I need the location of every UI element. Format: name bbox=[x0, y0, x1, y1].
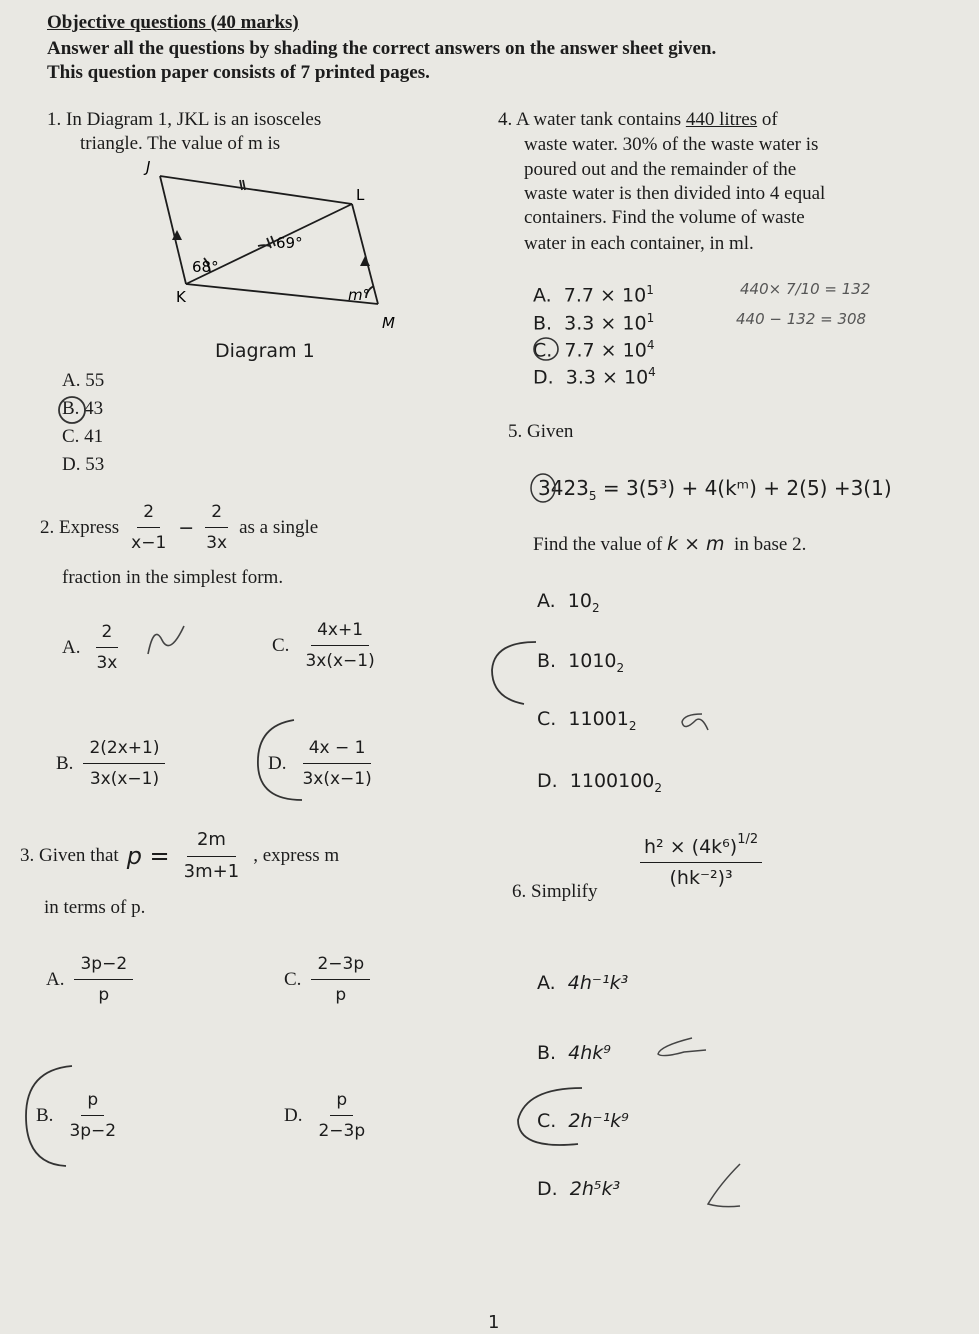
q3-option-a-label: A. bbox=[46, 968, 65, 990]
q3-option-d-num: p bbox=[330, 1088, 353, 1116]
q4-line1c: of bbox=[757, 109, 778, 130]
q3-option-c[interactable] bbox=[284, 952, 370, 1007]
q2-option-d-den: 3x(x−1) bbox=[302, 769, 372, 789]
q2-option-c-den: 3x(x−1) bbox=[305, 651, 375, 671]
segment-jl bbox=[160, 176, 352, 204]
section-title: Objective questions (40 marks) bbox=[47, 12, 299, 33]
q2-f2-den: 3x bbox=[206, 533, 228, 553]
q4-option-b[interactable]: B. $3.3 \times 10^1$ bbox=[533, 311, 655, 335]
q3-num: 2m bbox=[187, 828, 236, 857]
q4-line5: containers. Find the volume of waste bbox=[524, 207, 805, 228]
q1-line2: triangle. The value of m is bbox=[80, 133, 281, 154]
q1-option-c[interactable]: C. 41 bbox=[62, 426, 104, 447]
q5-option-d[interactable]: D. $1100100_2$ bbox=[537, 770, 663, 795]
q3-line2: in terms of p. bbox=[44, 897, 146, 918]
q3-option-d[interactable] bbox=[284, 1088, 371, 1143]
q5-option-c[interactable]: C. $11001_2$ bbox=[537, 708, 637, 733]
q3-option-a-den: p bbox=[98, 985, 110, 1005]
q3-circle-mark bbox=[12, 1060, 92, 1172]
q4-line4: waste water is then divided into 4 equal bbox=[524, 183, 826, 204]
q3-option-b-den: 3p−2 bbox=[69, 1121, 117, 1141]
q2-fraction-2 bbox=[200, 500, 233, 555]
q3-tail: , express m bbox=[253, 845, 340, 866]
q4-line1a: 4. A water tank contains bbox=[498, 109, 686, 130]
label-l: L bbox=[356, 186, 365, 204]
q4-line6: water in each container, in ml. bbox=[524, 233, 754, 254]
q2-option-d-label: D. bbox=[268, 752, 287, 774]
q5-circle-mark bbox=[526, 470, 560, 506]
q2-option-d-num: 4x − 1 bbox=[303, 736, 372, 764]
q5-circle-mark-b bbox=[484, 632, 544, 712]
q4-pencil-working-2: 440 − 132 = 308 bbox=[736, 310, 867, 328]
q5-find-expr: k × m bbox=[667, 533, 725, 555]
q4-line1 bbox=[498, 108, 778, 132]
q1-option-d[interactable]: D. 53 bbox=[62, 454, 105, 475]
q3-option-c-den: p bbox=[335, 985, 347, 1005]
diagram-1 bbox=[140, 158, 400, 368]
q5-equation bbox=[538, 476, 892, 503]
q2-option-c[interactable] bbox=[272, 618, 381, 673]
q4-pencil-working-1: 440× 7/10 = 132 bbox=[740, 280, 871, 298]
q3-lead: 3. Given that bbox=[20, 845, 119, 866]
q2-f1-den: x−1 bbox=[131, 533, 167, 553]
q5-eq-sub: 5 bbox=[588, 489, 597, 503]
q5-cross-mark-c bbox=[676, 706, 712, 736]
q3-option-c-num: 2−3p bbox=[311, 952, 370, 980]
page-number: 1 bbox=[488, 1312, 500, 1333]
q4-option-c[interactable]: C. $7.7 \times 10^4$ bbox=[533, 338, 655, 362]
q2-option-c-label: C. bbox=[272, 634, 290, 656]
q2-tail: as a single bbox=[239, 516, 319, 538]
q2-option-a[interactable] bbox=[62, 620, 123, 675]
q6-cross-mark-d bbox=[700, 1160, 750, 1216]
q5-eq-right: = 3(5³) + 4(kᵐ) + 2(5) +3(1) bbox=[602, 476, 892, 500]
q5-option-b[interactable]: B. $1010_2$ bbox=[537, 650, 625, 675]
q6-den: (hk⁻²)³ bbox=[669, 867, 733, 889]
q6-option-b[interactable]: B. 4hk⁹ bbox=[537, 1042, 611, 1064]
q6-cross-mark-b bbox=[650, 1032, 710, 1062]
q3-p-eq: p = bbox=[126, 842, 170, 870]
q6-option-c[interactable]: C. 2h⁻¹k⁹ bbox=[537, 1110, 629, 1132]
q5-find bbox=[533, 532, 806, 557]
q6-lead: 6. Simplify bbox=[512, 881, 598, 902]
q2-option-c-num: 4x+1 bbox=[311, 618, 369, 646]
q2-option-a-den: 3x bbox=[96, 653, 118, 673]
diagram-caption: Diagram 1 bbox=[215, 340, 315, 362]
label-69: 69° bbox=[276, 234, 303, 252]
q3-option-c-label: C. bbox=[284, 968, 302, 990]
q2-fraction-1 bbox=[125, 500, 172, 555]
q2-lead: 2. Express bbox=[40, 516, 120, 538]
q1-circle-mark bbox=[54, 393, 94, 429]
parallel-arrow-lm bbox=[360, 256, 370, 266]
q1-option-b[interactable]: B. 43 bbox=[62, 398, 104, 419]
q5-option-a[interactable]: A. $10_2$ bbox=[537, 590, 600, 615]
q2-option-b-label: B. bbox=[56, 752, 74, 774]
q1-option-a[interactable]: A. 55 bbox=[62, 370, 105, 391]
q3-option-b-label: B. bbox=[36, 1104, 54, 1126]
label-m-angle: m° bbox=[348, 286, 371, 304]
q4-line3: poured out and the remainder of the bbox=[524, 159, 797, 180]
segment-jk bbox=[160, 176, 186, 284]
q2-option-b[interactable] bbox=[56, 736, 165, 791]
q2-minus: − bbox=[178, 516, 195, 539]
label-j: J bbox=[146, 158, 151, 176]
arc-69 bbox=[258, 245, 270, 246]
pages-note: This question paper consists of 7 printed pages. bbox=[47, 62, 430, 83]
q2-f2-num: 2 bbox=[205, 500, 228, 528]
q2-option-b-num: 2(2x+1) bbox=[83, 736, 165, 764]
q6-num: h² × (4k⁶) bbox=[644, 836, 738, 858]
q3-option-d-den: 2−3p bbox=[318, 1121, 366, 1141]
q2-line2: fraction in the simplest form. bbox=[62, 567, 284, 588]
q6-expression bbox=[640, 832, 762, 889]
q6-circle-mark bbox=[508, 1080, 598, 1160]
q3-option-b-num: p bbox=[81, 1088, 104, 1116]
q2-option-a-num: 2 bbox=[96, 620, 119, 648]
q6-option-d[interactable]: D. 2h⁵k³ bbox=[537, 1178, 621, 1200]
q4-line2: waste water. 30% of the waste water is bbox=[524, 134, 819, 155]
q6-num-exp: 1/2 bbox=[737, 832, 759, 847]
q3-option-a[interactable] bbox=[46, 952, 133, 1007]
q2-cross-mark-a bbox=[140, 620, 190, 662]
q3-option-a-num: 3p−2 bbox=[74, 952, 133, 980]
q1-line1: 1. In Diagram 1, JKL is an isosceles bbox=[47, 109, 322, 130]
q2-option-b-den: 3x(x−1) bbox=[89, 769, 160, 789]
q5-line1: 5. Given bbox=[508, 421, 574, 442]
q2-circle-mark bbox=[250, 712, 330, 808]
q3-option-d-label: D. bbox=[284, 1104, 303, 1126]
q4-circle-mark bbox=[528, 334, 568, 364]
q3-stem bbox=[20, 828, 339, 884]
q5-find-lead: Find the value of bbox=[533, 534, 663, 555]
q6-option-a[interactable]: A. 4h⁻¹k³ bbox=[537, 972, 629, 994]
label-k: K bbox=[176, 288, 186, 306]
q2-option-a-label: A. bbox=[62, 636, 81, 658]
label-68: 68° bbox=[192, 258, 219, 276]
q5-find-tail: in base 2. bbox=[734, 534, 807, 555]
q4-underlined-volume: 440 litres bbox=[685, 109, 758, 130]
q2-f1-num: 2 bbox=[137, 500, 160, 528]
label-m: M bbox=[382, 314, 395, 332]
q4-option-a[interactable]: A. $7.7 \times 10^1$ bbox=[533, 283, 654, 307]
q2-stem bbox=[40, 500, 318, 555]
q4-option-d[interactable]: D. $3.3 \times 10^4$ bbox=[533, 365, 656, 389]
q3-den: 3m+1 bbox=[183, 861, 240, 882]
q5-eq-left: 3423 bbox=[538, 476, 589, 500]
instruction: Answer all the questions by shading the correct answers on the answer sheet given. bbox=[47, 38, 717, 59]
